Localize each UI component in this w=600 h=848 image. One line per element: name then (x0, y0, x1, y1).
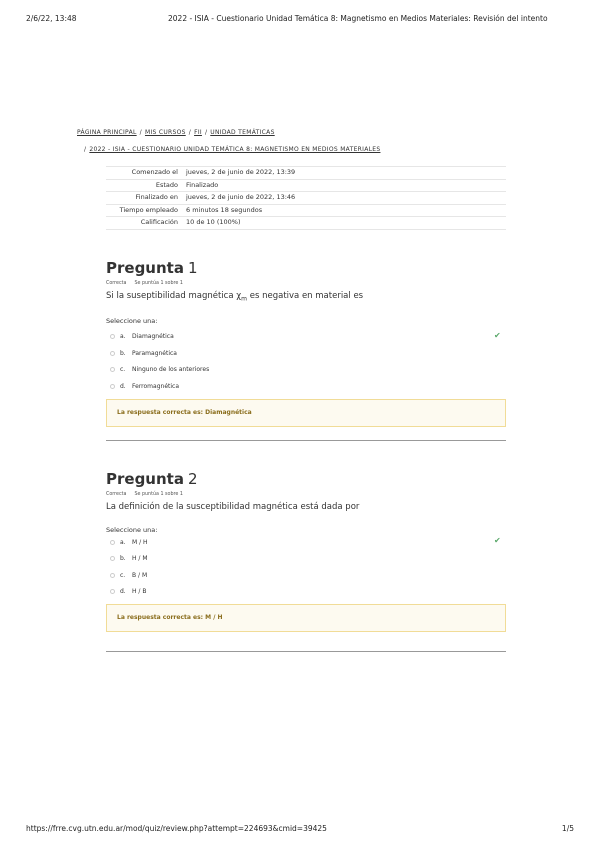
breadcrumb-separator: / (204, 129, 208, 136)
summary-value: 6 minutos 18 segundos (182, 204, 506, 217)
option-b[interactable] (106, 551, 506, 568)
option-text: Ferromagnética (132, 382, 180, 390)
option-letter: b. (120, 555, 126, 563)
option-letter: a. (120, 538, 126, 546)
question-score: Se puntúa 1 sobre 1 (134, 281, 183, 286)
option-d[interactable] (106, 378, 506, 395)
option-text: Diamagnética (132, 333, 174, 341)
option-b[interactable] (106, 345, 506, 362)
option-text: M / H (132, 538, 148, 546)
breadcrumb-separator: / (188, 129, 192, 136)
summary-row (106, 167, 506, 180)
select-prompt: Seleccione una: (106, 316, 158, 325)
correct-answer-feedback: La respuesta correcta es: Diamagnética (106, 399, 506, 427)
question-text-part: Si la suseptibilidad magnética χ (106, 291, 242, 301)
question-label: Pregunta (106, 470, 184, 488)
summary-row (106, 217, 506, 230)
question-divider (106, 440, 506, 441)
summary-row (106, 192, 506, 205)
breadcrumb-units[interactable]: UNIDAD TEMÁTICAS (210, 129, 275, 136)
summary-value: jueves, 2 de junio de 2022, 13:39 (182, 167, 506, 180)
question-text (106, 291, 506, 303)
option-letter: a. (120, 333, 126, 341)
print-url: https://frre.cvg.utn.edu.ar/mod/quiz/review.php?attempt=224693&cmid=39425 (26, 824, 327, 833)
breadcrumb-course[interactable]: FII (194, 129, 202, 136)
question-label: Pregunta (106, 259, 184, 277)
question-score: Se puntúa 1 sobre 1 (134, 492, 183, 497)
summary-row (106, 179, 506, 192)
print-page-number: 1/5 (561, 824, 574, 833)
summary-label: Estado (106, 179, 182, 192)
option-d[interactable] (106, 584, 506, 601)
question-divider (106, 651, 506, 652)
correct-check-icon: ✔ (494, 330, 501, 340)
radio-button[interactable] (110, 351, 115, 356)
question-2 (106, 470, 506, 632)
radio-button[interactable] (110, 573, 115, 578)
answer-options (106, 329, 506, 395)
breadcrumb-separator: / (84, 146, 87, 153)
question-text-part: es negativa en material es (247, 291, 364, 301)
breadcrumb-home[interactable]: PÁGINA PRINCIPAL (77, 129, 137, 136)
question-info (106, 492, 506, 497)
option-text: H / M (132, 555, 148, 563)
summary-value: Finalizado (182, 179, 506, 192)
radio-button[interactable] (110, 334, 115, 339)
option-a[interactable] (106, 329, 506, 346)
breadcrumb-separator: / (139, 129, 142, 136)
attempt-summary-table (106, 166, 506, 230)
question-status: Correcta (106, 281, 127, 286)
summary-label: Calificación (106, 217, 182, 230)
option-text: B / M (132, 571, 148, 579)
correct-check-icon: ✔ (494, 536, 501, 545)
radio-button[interactable] (110, 589, 115, 594)
breadcrumb (77, 124, 380, 158)
option-letter: c. (120, 366, 126, 374)
option-letter: d. (120, 588, 126, 596)
question-number: 2 (187, 470, 198, 488)
summary-value: 10 de 10 (100%) (182, 217, 506, 230)
select-prompt: Seleccione una: (106, 526, 158, 534)
breadcrumb-my-courses[interactable]: MIS CURSOS (144, 129, 186, 136)
correct-answer-feedback: La respuesta correcta es: M / H (106, 604, 506, 632)
question-text-subscript: m (241, 295, 248, 303)
radio-button[interactable] (110, 367, 115, 372)
question-info (106, 281, 506, 286)
option-text: Paramagnética (132, 349, 177, 357)
summary-label: Tiempo empleado (106, 204, 182, 217)
breadcrumb-current-quiz[interactable]: 2022 - ISIA - CUESTIONARIO UNIDAD TEMÁTICA 8: MAGNETISMO EN MEDIOS MATERIALES (89, 146, 381, 153)
answer-options (106, 534, 506, 600)
option-letter: c. (120, 571, 126, 579)
option-letter: b. (120, 349, 126, 357)
option-c[interactable] (106, 567, 506, 584)
radio-button[interactable] (110, 384, 115, 389)
print-date: 2/6/22, 13:48 (26, 14, 77, 23)
question-title (106, 470, 506, 490)
summary-label: Finalizado en (106, 192, 182, 205)
summary-value: jueves, 2 de junio de 2022, 13:46 (182, 192, 506, 205)
option-a[interactable] (106, 534, 506, 551)
question-1 (106, 259, 506, 427)
question-title (106, 259, 506, 279)
print-title: 2022 - ISIA - Cuestionario Unidad Temática 8: Magnetismo en Medios Materiales: Revisión del intento (168, 14, 548, 23)
option-letter: d. (120, 382, 126, 390)
summary-label: Comenzado el (106, 167, 182, 180)
option-c[interactable] (106, 362, 506, 379)
option-text: H / B (132, 588, 147, 596)
summary-row (106, 204, 506, 217)
radio-button[interactable] (110, 556, 115, 561)
question-number: 1 (187, 259, 198, 277)
radio-button[interactable] (110, 540, 115, 545)
question-status: Correcta (106, 492, 127, 497)
question-text: La definición de la susceptibilidad magnética está dada por (106, 502, 360, 512)
option-text: Ninguno de los anteriores (132, 366, 210, 374)
